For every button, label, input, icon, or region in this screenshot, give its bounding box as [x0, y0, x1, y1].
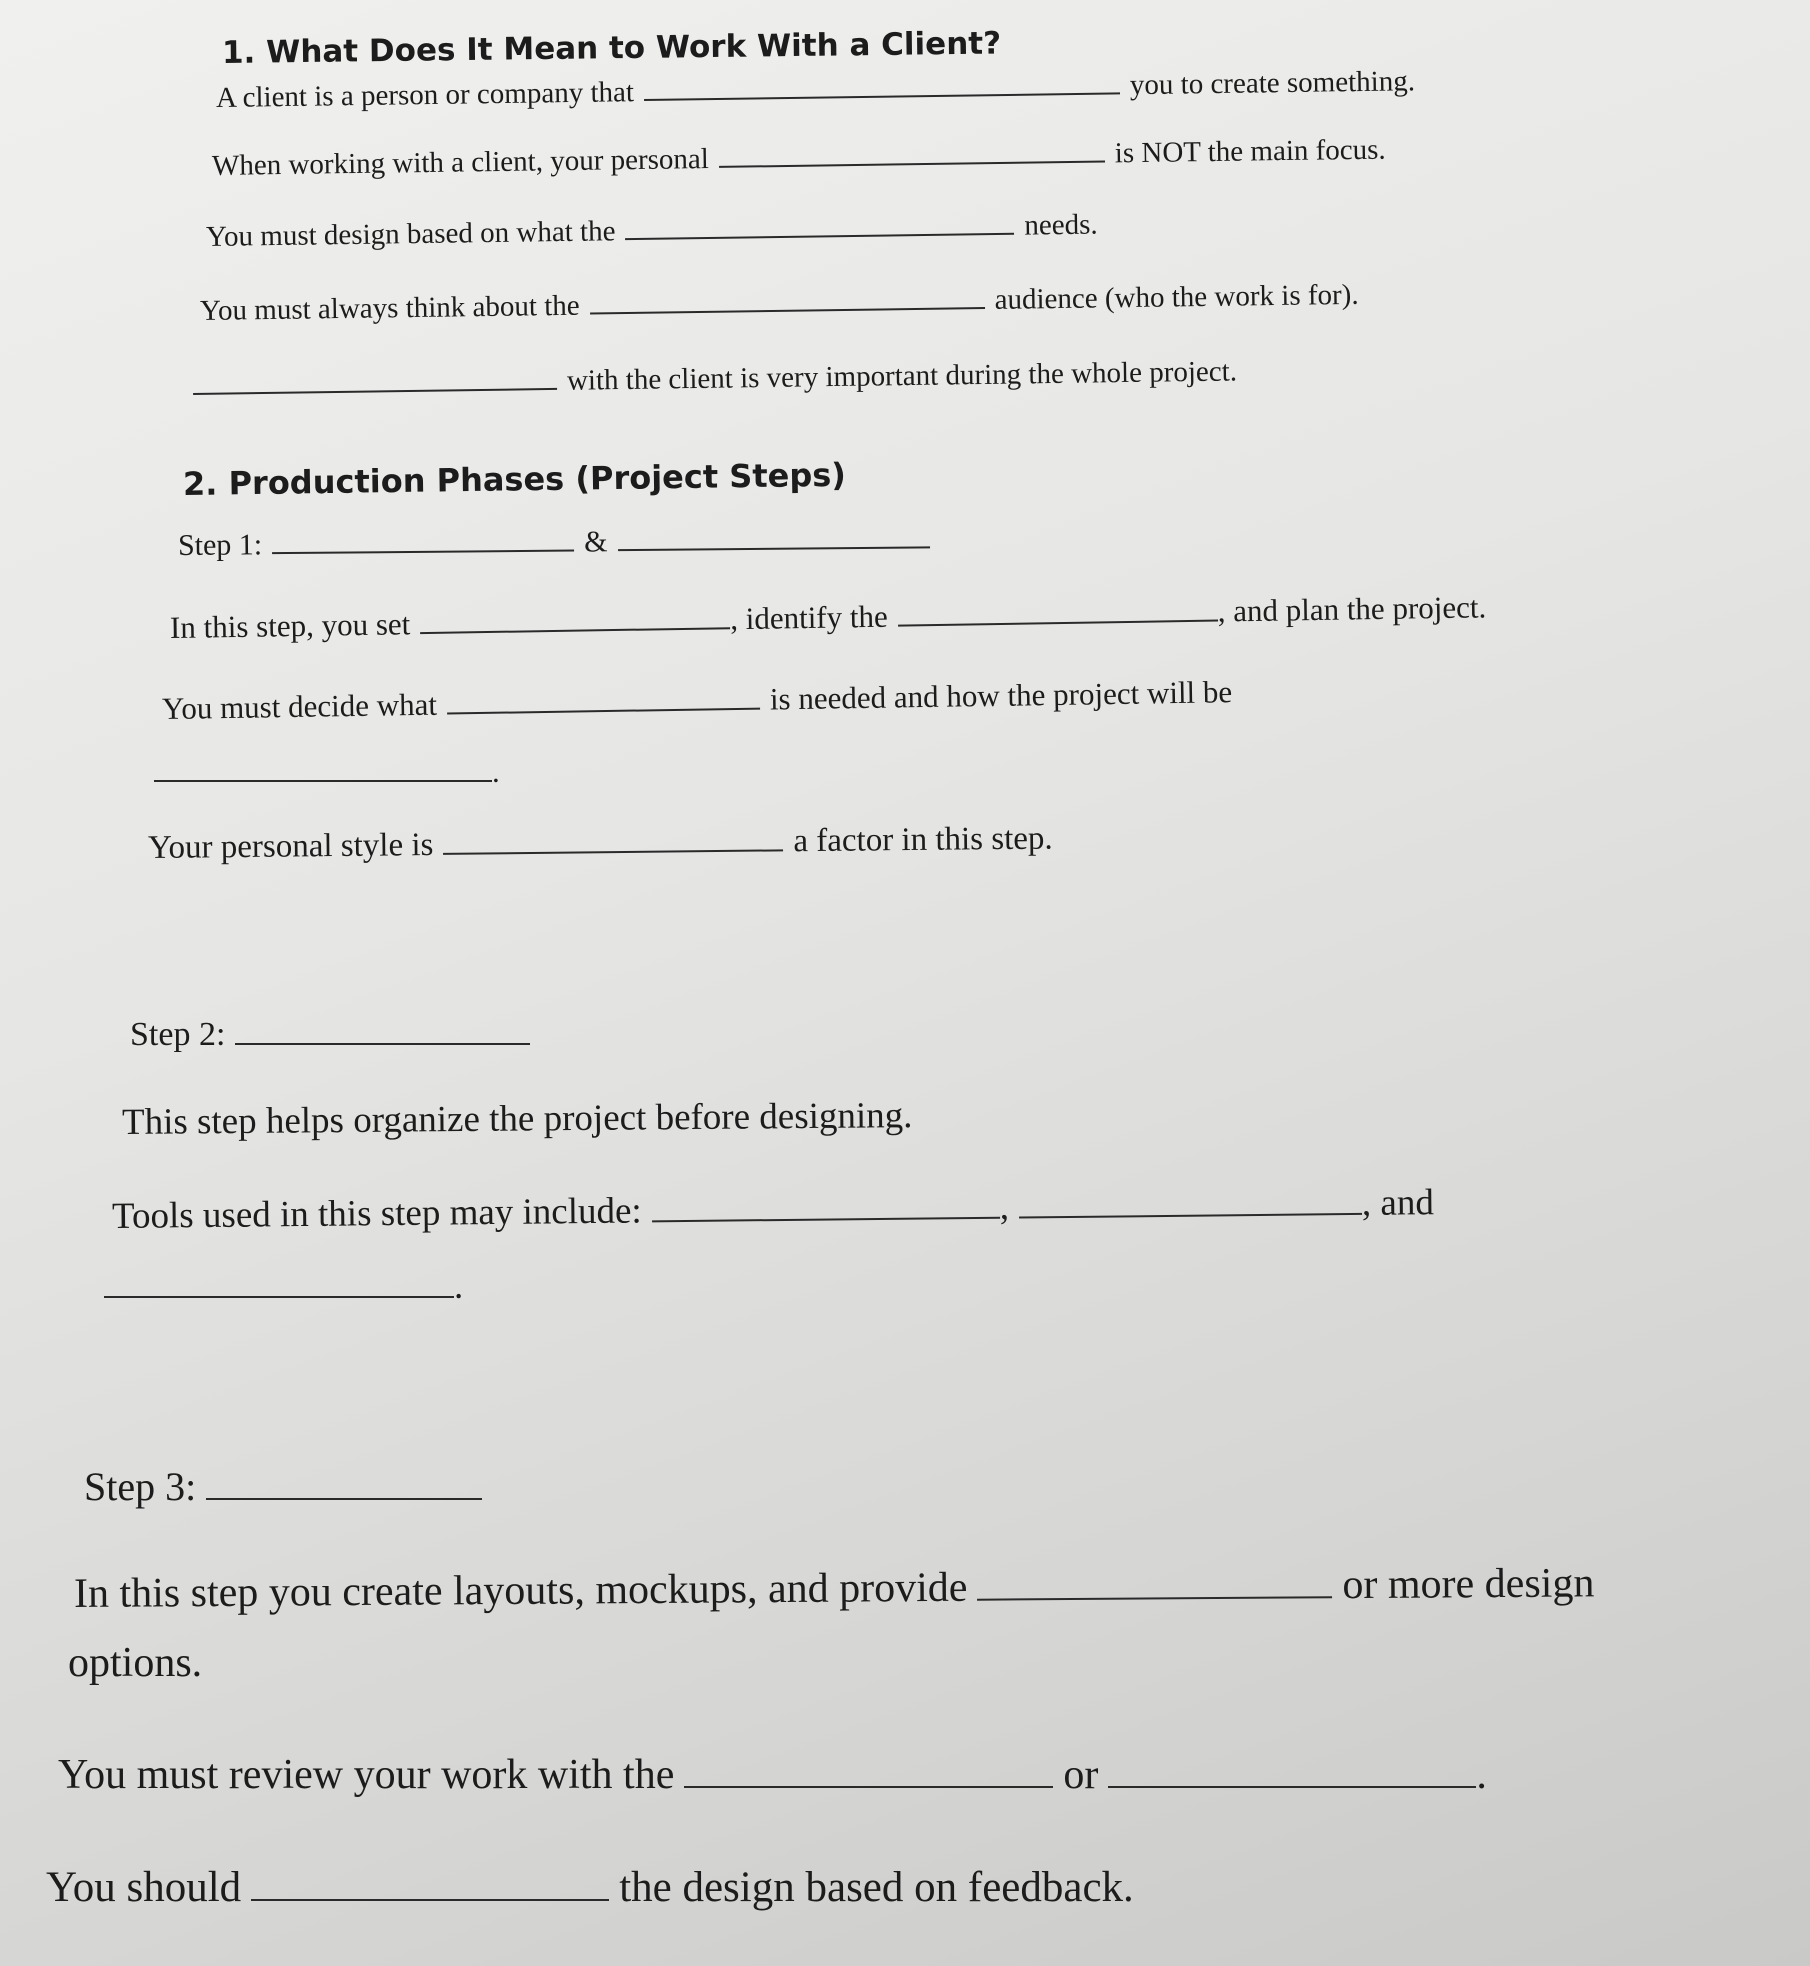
answer-blank[interactable] — [652, 1209, 1000, 1222]
question-text: You must always think about the — [199, 289, 580, 327]
question-text: You should — [46, 1864, 242, 1911]
question-text: In this step you create layouts, mockups, and provide — [73, 1564, 968, 1617]
step-1-set-goals — [170, 591, 1487, 643]
question-text: or more design — [1342, 1560, 1595, 1609]
answer-blank[interactable] — [898, 613, 1218, 626]
step-3-review — [58, 1754, 1487, 1796]
question-text: is NOT the main focus. — [1114, 133, 1386, 170]
answer-blank[interactable] — [193, 382, 557, 395]
question-text: is needed and how the project will be — [769, 674, 1233, 717]
question-text: , identify the — [729, 598, 888, 637]
question-client-definition — [216, 67, 1415, 113]
answer-blank[interactable] — [1019, 1206, 1362, 1219]
section-1-heading: 1. What Does It Mean to Work With a Client? — [221, 25, 1002, 71]
answer-blank[interactable] — [443, 843, 783, 855]
question-text: In this step, you set — [169, 606, 411, 645]
question-text: you to create something. — [1129, 65, 1416, 102]
question-text: . — [492, 754, 500, 789]
answer-blank[interactable] — [154, 774, 492, 782]
question-text: a factor in this step. — [793, 820, 1053, 860]
question-personal-focus — [211, 133, 1386, 182]
question-text: Tools used in this step may include: — [111, 1190, 642, 1237]
question-communication — [193, 357, 1237, 401]
answer-blank[interactable] — [206, 1490, 482, 1500]
question-text: with the client is very important during the whole project. — [566, 355, 1238, 397]
question-text: . — [1476, 1752, 1487, 1798]
step-1-decide-cont — [154, 756, 500, 787]
step-2-tools-cont — [104, 1268, 463, 1305]
answer-blank[interactable] — [719, 155, 1105, 168]
answer-blank[interactable] — [235, 1036, 530, 1045]
answer-blank[interactable] — [447, 701, 760, 714]
question-text: , and — [1361, 1182, 1435, 1224]
question-text: You must design based on what the — [205, 215, 616, 253]
step-2-title — [130, 1018, 530, 1052]
step-3-create-cont: options. — [68, 1640, 203, 1686]
question-design-based — [205, 208, 1098, 253]
step-1-title — [178, 524, 930, 561]
step-label: Step 2: — [130, 1016, 226, 1053]
question-text: needs. — [1024, 208, 1098, 242]
question-text: the design based on feedback. — [619, 1864, 1134, 1911]
answer-blank[interactable] — [644, 87, 1120, 101]
step-2-description: This step helps organize the project before designing. — [121, 1095, 913, 1143]
question-audience — [199, 278, 1359, 327]
answer-blank[interactable] — [420, 621, 730, 634]
step-3-revise — [46, 1866, 1134, 1909]
question-text: A client is a person or company that — [215, 76, 635, 114]
step-3-create — [74, 1562, 1595, 1615]
question-text: When working with a client, your personal — [211, 143, 710, 182]
answer-blank[interactable] — [684, 1778, 1053, 1788]
answer-blank[interactable] — [977, 1588, 1332, 1601]
step-2-tools — [112, 1184, 1434, 1235]
answer-blank[interactable] — [1108, 1778, 1476, 1788]
question-text: You must decide what — [161, 686, 438, 726]
question-text: , and plan the project. — [1217, 589, 1487, 629]
step-3-title — [84, 1464, 482, 1509]
answer-blank[interactable] — [104, 1289, 454, 1298]
question-text: audience (who the work is for). — [994, 278, 1359, 316]
section-2-heading: 2. Production Phases (Project Steps) — [182, 455, 847, 503]
question-text: You must review your work with the — [58, 1752, 675, 1798]
step-label: Step 3: — [84, 1464, 197, 1509]
question-text: Your personal style is — [147, 827, 434, 866]
question-text: . — [454, 1266, 464, 1307]
ampersand: & — [584, 525, 608, 559]
step-label: Step 1: — [177, 528, 263, 562]
step-1-personal-style — [147, 820, 1053, 866]
step-1-decide — [162, 676, 1233, 724]
question-text: or — [1063, 1752, 1099, 1798]
answer-blank[interactable] — [618, 540, 930, 551]
answer-blank[interactable] — [272, 544, 574, 555]
answer-blank[interactable] — [590, 301, 985, 314]
question-text: , — [999, 1186, 1010, 1228]
answer-blank[interactable] — [251, 1890, 609, 1901]
answer-blank[interactable] — [625, 227, 1014, 240]
